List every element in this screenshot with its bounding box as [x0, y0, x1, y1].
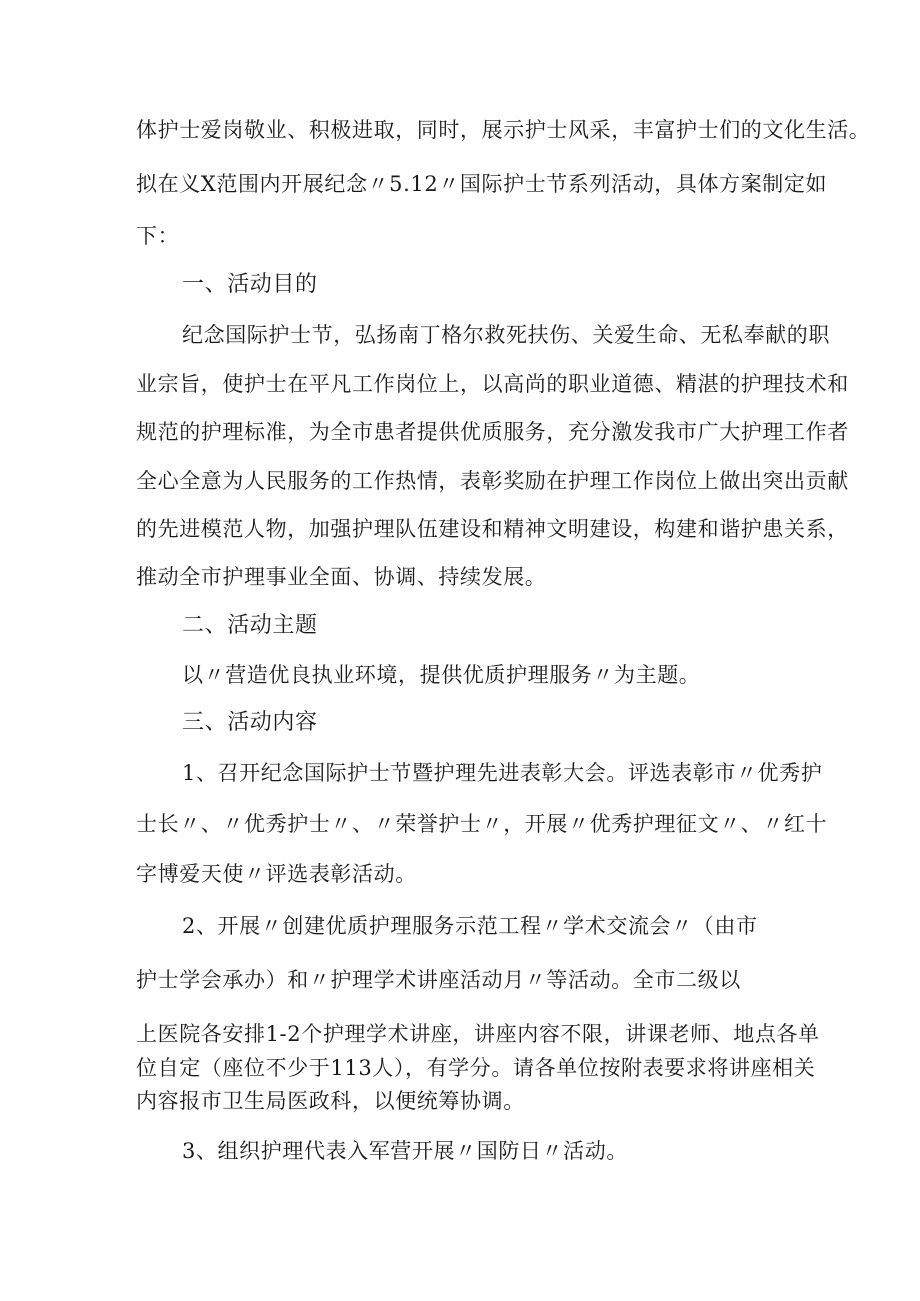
paragraph-line: 上医院各安排1-2个护理学术讲座，讲座内容不限，讲课老师、地点各单 [136, 1022, 820, 1046]
paragraph-line: 规范的护理标准，为全市患者提供优质服务，充分激发我市广大护理工作者 [136, 420, 849, 444]
paragraph-line: 纪念国际护士节，弘扬南丁格尔救死扶伤、关爱生命、无私奉献的职 [182, 323, 830, 347]
section-heading-content: 三、活动内容 [182, 710, 318, 735]
paragraph-line: 内容报市卫生局医政科，以便统筹协调。 [136, 1089, 525, 1113]
paragraph-line: 1、召开纪念国际护士节暨护理先进表彰大会。评选表彰市〃优秀护 [182, 761, 823, 785]
paragraph-line: 3、组织护理代表入军营开展〃国防日〃活动。 [182, 1139, 628, 1163]
paragraph-line: 全心全意为人民服务的工作热情，表彰奖励在护理工作岗位上做出突出贡献 [136, 469, 849, 493]
paragraph-line: 体护士爱岗敬业、积极进取，同时，展示护士风采，丰富护士们的文化生活。 [136, 118, 871, 142]
section-heading-purpose: 一、活动目的 [182, 272, 318, 297]
paragraph-line: 的先进模范人物，加强护理队伍建设和精神文明建设，构建和谐护患关系， [136, 517, 849, 541]
paragraph-line: 护士学会承办）和〃护理学术讲座活动月〃等活动。全市二级以 [136, 968, 741, 992]
paragraph-line: 业宗旨，使护士在平凡工作岗位上，以高尚的职业道德、精湛的护理技术和 [136, 372, 849, 396]
paragraph-line: 拟在义X范围内开展纪念〃5.12〃国际护士节系列活动，具体方案制定如 [136, 172, 828, 196]
paragraph-line: 位自定（座位不少于113人），有学分。请各单位按附表要求将讲座相关 [136, 1056, 816, 1080]
paragraph-line: 2、开展〃创建优质护理服务示范工程〃学术交流会〃（由市 [182, 914, 758, 938]
section-heading-theme: 二、活动主题 [182, 613, 318, 638]
paragraph-line: 士长〃、〃优秀护士〃、〃荣誉护士〃，开展〃优秀护理征文〃、〃红十 [136, 812, 828, 836]
paragraph-line: 下： [136, 224, 180, 248]
paragraph-line: 以〃营造优良执业环境，提供优质护理服务〃为主题。 [182, 663, 701, 687]
paragraph-line: 字博爱天使〃评选表彰活动。 [136, 862, 417, 886]
paragraph-line: 推动全市护理事业全面、协调、持续发展。 [136, 565, 547, 589]
